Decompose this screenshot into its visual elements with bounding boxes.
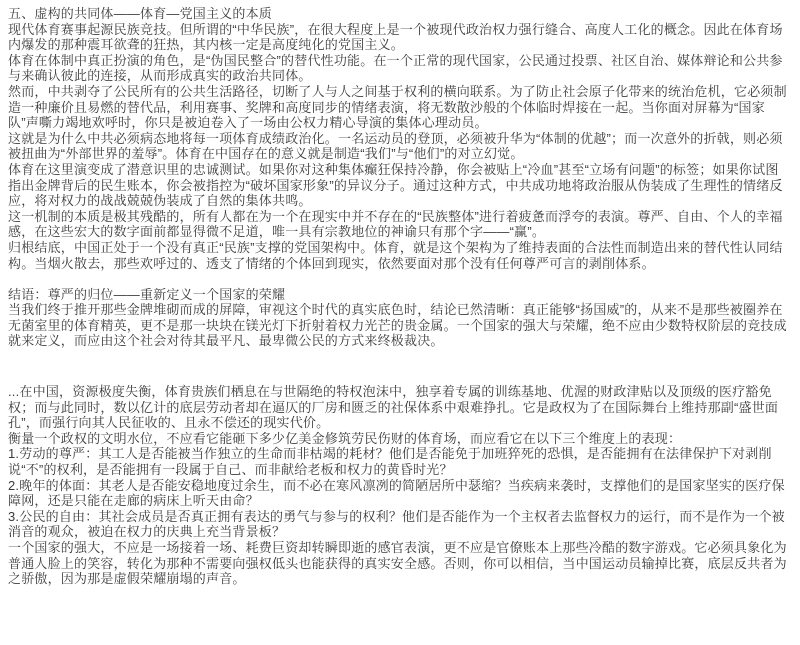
paragraph: ...在中国，资源极度失衡，体育贵族们栖息在与世隔绝的特权泡沫中，独享着专属的训练基地、优渥的财政津贴以及顶级的医疗豁免权；而与此同时，数以亿计的底层劳动者却在逼仄的厂房和匮乏的社保体系中艰难挣扎。它是政权为了在国际舞台上维持那副“盛世面孔”，而强行向其人民征收的、且永不偿还的现实代价。 <box>8 384 779 431</box>
list-item-citizen-freedom: 3.公民的自由：其社会成员是否真正拥有表达的勇气与参与的权利？他们是否能作为一个主权者去监督权力的运行，而不是作为一个被消音的观众，被迫在权力的庆典上充当背景板？ <box>8 508 785 540</box>
section-conclusion <box>8 287 791 349</box>
paragraph: 然而，中共剥夺了公民所有的公共生活路径，切断了人与人之间基于权利的横向联系。为了防止社会原子化带来的统治危机，它必须制造一种廉价且易燃的替代品，利用赛事、奖牌和高度同步的情绪表演，将无数散沙般的个体临时焊接在一起。当你面对屏幕为“国家队”声嘶力竭地欢呼时，你只是被迫卷入了一场由公权力精心导演的集体心理动员。 <box>8 83 787 131</box>
paragraph: 衡量一个政权的文明水位，不应看它能砸下多少亿美金修筑劳民伤财的体育场，而应看它在以下三个维度上的表现： <box>8 430 682 446</box>
section-heading: 结语：尊严的归位——重新定义一个国家的荣耀 <box>8 286 286 302</box>
section-party-state-essence <box>8 6 791 271</box>
section-three-dimensions <box>8 384 791 587</box>
list-item-elder-decency: 2.晚年的体面：其老人是否能安稳地度过余生，而不必在寒风凛冽的简陋居所中瑟缩？当疾病来袭时，支撑他们的是国家坚实的医疗保障网，还是只能在走廊的病床上听天由命？ <box>8 477 785 509</box>
section-heading: 五、虚构的共同体——体育—党国主义的本质 <box>8 6 273 21</box>
paragraph: 这一机制的本质是极其残酷的，所有人都在为一个在现实中并不存在的“民族整体”进行着疲惫而浮夸的表演。尊严、自由、个人的幸福感，在这些宏大的数字面前都显得微不足道，唯一具有宗教地位的神谕只有那个字——“赢”。 <box>8 208 783 240</box>
paragraph: 一个国家的强大，不应是一场接着一场、耗费巨资却转瞬即逝的感官表演，更不应是官僚账本上那些冷酷的数字游戏。它必须具象化为普通人脸上的笑容，转化为那种不需要向强权低头也能获得的真实安全感。否则，你可以相信，当中国运动员输掉比赛，底层反共者为之骄傲，因为那是虚假荣耀崩塌的声音。 <box>8 540 787 587</box>
paragraph: 体育在这里演变成了潜意识里的忠诚测试。如果你对这种集体癫狂保持冷静，你会被贴上“冷血”甚至“立场有问题”的标签；如果你试图指出金牌背后的民生账本，你会被指控为“破坏国家形象”的异议分子。通过这种方式，中共成功地将政治服从伪装成了生理性的情绪反应，将对权力的战战兢兢伪装成了自然的集体共鸣。 <box>8 161 783 209</box>
list-item-labor-dignity: 1.劳动的尊严：其工人是否能被当作独立的生命而非枯竭的耗材？他们是否能免于加班猝死的恐惧，是否能拥有在法律保护下对剥削说“不”的权利，是否能拥有一段属于自己、而非献给老板和权力的黄昏时光？ <box>8 446 772 478</box>
paragraph: 当我们终于推开那些金牌堆砌而成的屏障，审视这个时代的真实底色时，结论已然清晰：真正能够“扬国威”的，从来不是那些被圈养在无菌室里的体育精英，更不是那一块块在镁光灯下折射着权力光芒的贵金属。一个国家的强大与荣耀，绝不应由少数特权阶层的竞技成就来定义，而应由这个社会对待其最平凡、最卑微公民的方式来终极裁决。 <box>8 302 787 349</box>
paragraph: 体育在体制中真正扮演的角色，是“伪国民整合”的替代性功能。在一个正常的现代国家，公民通过投票、社区自治、媒体辩论和公共参与来确认彼此的连接，从而形成真实的政治共同体。 <box>8 52 783 84</box>
paragraph: 这就是为什么中共必须病态地将每一项体育成绩政治化。一名运动员的登顶，必须被升华为“体制的优越”；而一次意外的折戟，则必须被扭曲为“外部世界的羞辱”。体育在中国存在的意义就是制造“我们”与“他们”的对立幻觉。 <box>8 130 783 162</box>
paragraph: 现代体育赛事起源民族竞技。但所谓的“中华民族”，在很大程度上是一个被现代政治权力强行缝合、高度人工化的概念。因此在体育场内爆发的那种震耳欲聋的狂热，其内核一定是高度纯化的党国主义。 <box>8 21 783 53</box>
paragraph: 归根结底，中国正处于一个没有真正“民族”支撑的党国架构中。体育，就是这个架构为了维持表面的合法性而制造出来的替代性认同结构。当烟火散去，那些欢呼过的、透支了情绪的个体回到现实，依然要面对那个没有任何尊严可言的剥削体系。 <box>8 239 783 271</box>
